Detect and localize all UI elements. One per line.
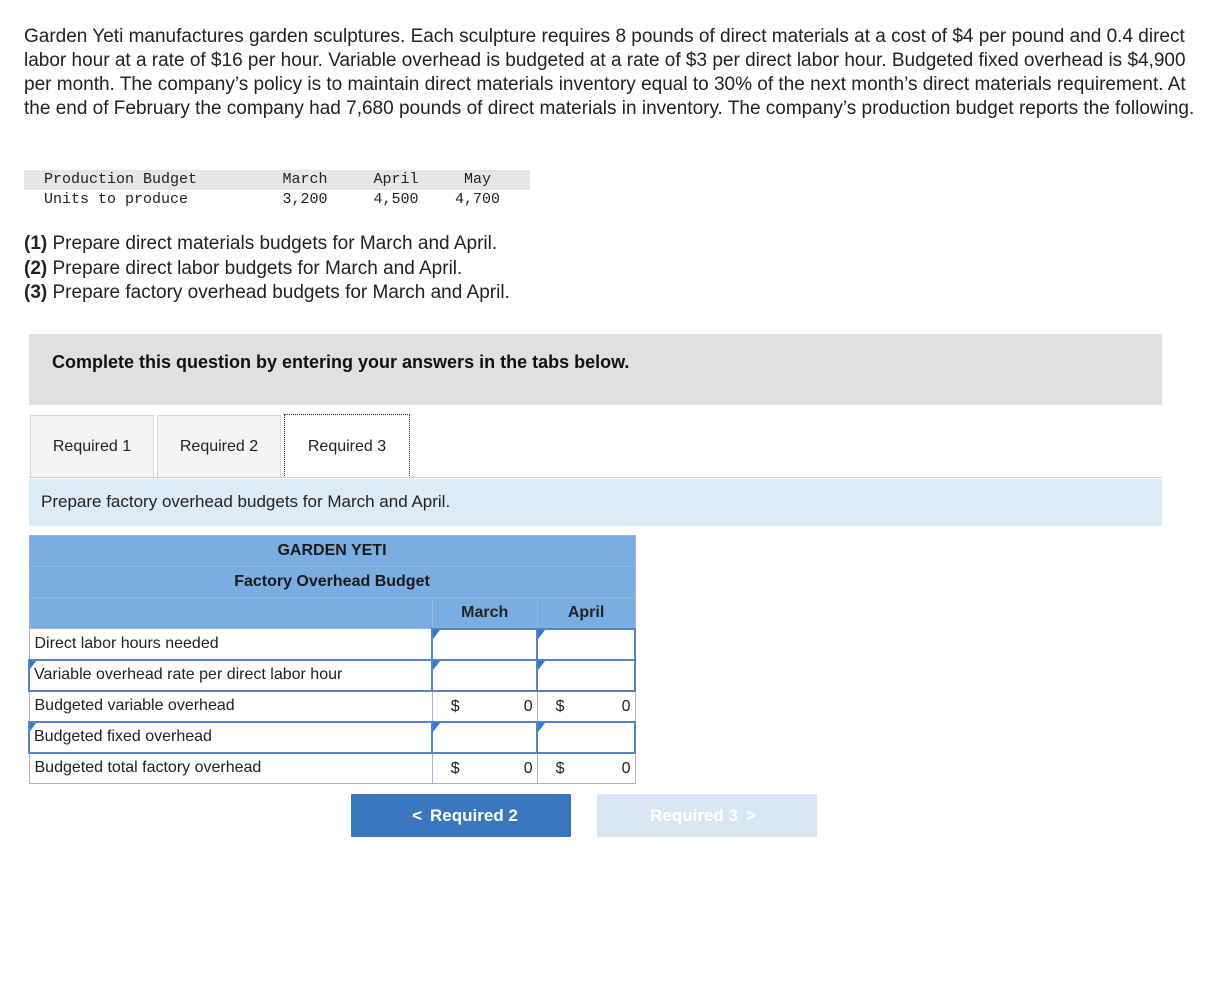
problem-statement: Garden Yeti manufactures garden sculptures. Each sculpture requires 8 pounds of direct materials at a cost of $4 per pound and 0.4 direct labor hour at a rate of $16 per hour. Variable overhead is budgeted at a rate of $3 per direct labor hour. Budgeted fixed overhead is $4,900 per month. The company’s policy is to maintain direct materials inventory equal to 30% of the next month’s direct materials requirement. At the end of February the company had 7,680 pounds of direct materials in inventory. The company’s production budget reports the following. (24, 26, 1195, 119)
requirement-3 (24, 281, 510, 306)
column-header-row (29, 598, 635, 629)
row-label-var-rate[interactable]: Variable overhead rate per direct labor hour (29, 660, 432, 691)
requirement-3-text: Prepare factory overhead budgets for March and April. (47, 282, 510, 303)
row-label-budgeted-var: Budgeted variable overhead (29, 691, 432, 722)
dl-hours-march-input[interactable] (432, 629, 537, 660)
previous-required-2-button[interactable] (351, 794, 571, 837)
requirement-3-number: (3) (24, 282, 48, 303)
units-to-produce-label: Units to produce (44, 191, 189, 208)
currency-symbol: $ (555, 759, 565, 777)
budgeted-total-april (537, 753, 635, 784)
budgeted-fixed-march-input[interactable] (432, 722, 537, 753)
tab-required-1[interactable]: Required 1 (30, 415, 154, 477)
chevron-right-icon: > (745, 806, 756, 825)
production-budget-table (24, 170, 530, 210)
factory-overhead-budget-table (28, 535, 636, 784)
dl-hours-april-input[interactable] (537, 629, 635, 660)
production-budget-header: Production Budget (24, 170, 263, 190)
requirement-2-text: Prepare direct labor budgets for March and April. (47, 257, 463, 279)
budgeted-var-march (432, 691, 537, 722)
currency-symbol: $ (450, 697, 460, 715)
table-row (29, 722, 635, 753)
month-april-header: April (347, 170, 445, 190)
tab-required-3[interactable]: Required 3 (284, 414, 410, 478)
month-may-header: May (445, 170, 530, 190)
column-header-blank (29, 598, 432, 629)
requirements-list (24, 232, 510, 306)
currency-symbol: $ (450, 759, 460, 777)
tab-required-2[interactable]: Required 2 (157, 415, 281, 477)
requirement-2-number: (2) (24, 257, 48, 279)
tab-divider (29, 477, 1162, 478)
requirement-1-number: (1) (24, 233, 48, 254)
row-label-budgeted-fixed[interactable]: Budgeted fixed overhead (29, 722, 432, 753)
table-row (29, 753, 635, 784)
budget-title-row (29, 567, 635, 598)
table-row (29, 629, 635, 660)
month-march-header: March (263, 170, 347, 190)
production-budget-header-row (24, 170, 530, 190)
currency-symbol: $ (555, 697, 565, 715)
units-march: 3,200 (282, 191, 328, 208)
requirement-1 (24, 232, 510, 257)
table-row (29, 691, 635, 722)
tab-prompt: Prepare factory overhead budgets for March and April. (29, 479, 1162, 526)
next-button-label: Required 3 (650, 806, 738, 825)
budgeted-fixed-april-input[interactable] (537, 722, 635, 753)
budgeted-var-april-value: 0 (621, 697, 631, 715)
chevron-left-icon: < (412, 806, 423, 825)
instructions-banner: Complete this question by entering your answers in the tabs below. (29, 334, 1162, 405)
units-may: 4,700 (454, 191, 500, 208)
row-label-dl-hours: Direct labor hours needed (29, 629, 432, 660)
units-april: 4,500 (373, 191, 419, 208)
units-to-produce-row (24, 190, 530, 210)
next-required-3-button (597, 794, 817, 837)
row-label-budgeted-total: Budgeted total factory overhead (29, 753, 432, 784)
budget-title: Factory Overhead Budget (29, 567, 635, 598)
budgeted-var-april (537, 691, 635, 722)
budgeted-total-march-value: 0 (523, 759, 533, 777)
budgeted-total-april-value: 0 (621, 759, 631, 777)
requirement-1-text: Prepare direct materials budgets for March and April. (47, 233, 498, 254)
var-rate-april-input[interactable] (537, 660, 635, 691)
table-row (29, 660, 635, 691)
budgeted-var-march-value: 0 (523, 697, 533, 715)
company-name: GARDEN YETI (29, 536, 635, 567)
budgeted-total-march (432, 753, 537, 784)
var-rate-march-input[interactable] (432, 660, 537, 691)
company-name-row (29, 536, 635, 567)
previous-button-label: Required 2 (430, 806, 518, 825)
column-header-march: March (432, 598, 537, 629)
column-header-april: April (537, 598, 635, 629)
requirement-2 (24, 257, 510, 282)
